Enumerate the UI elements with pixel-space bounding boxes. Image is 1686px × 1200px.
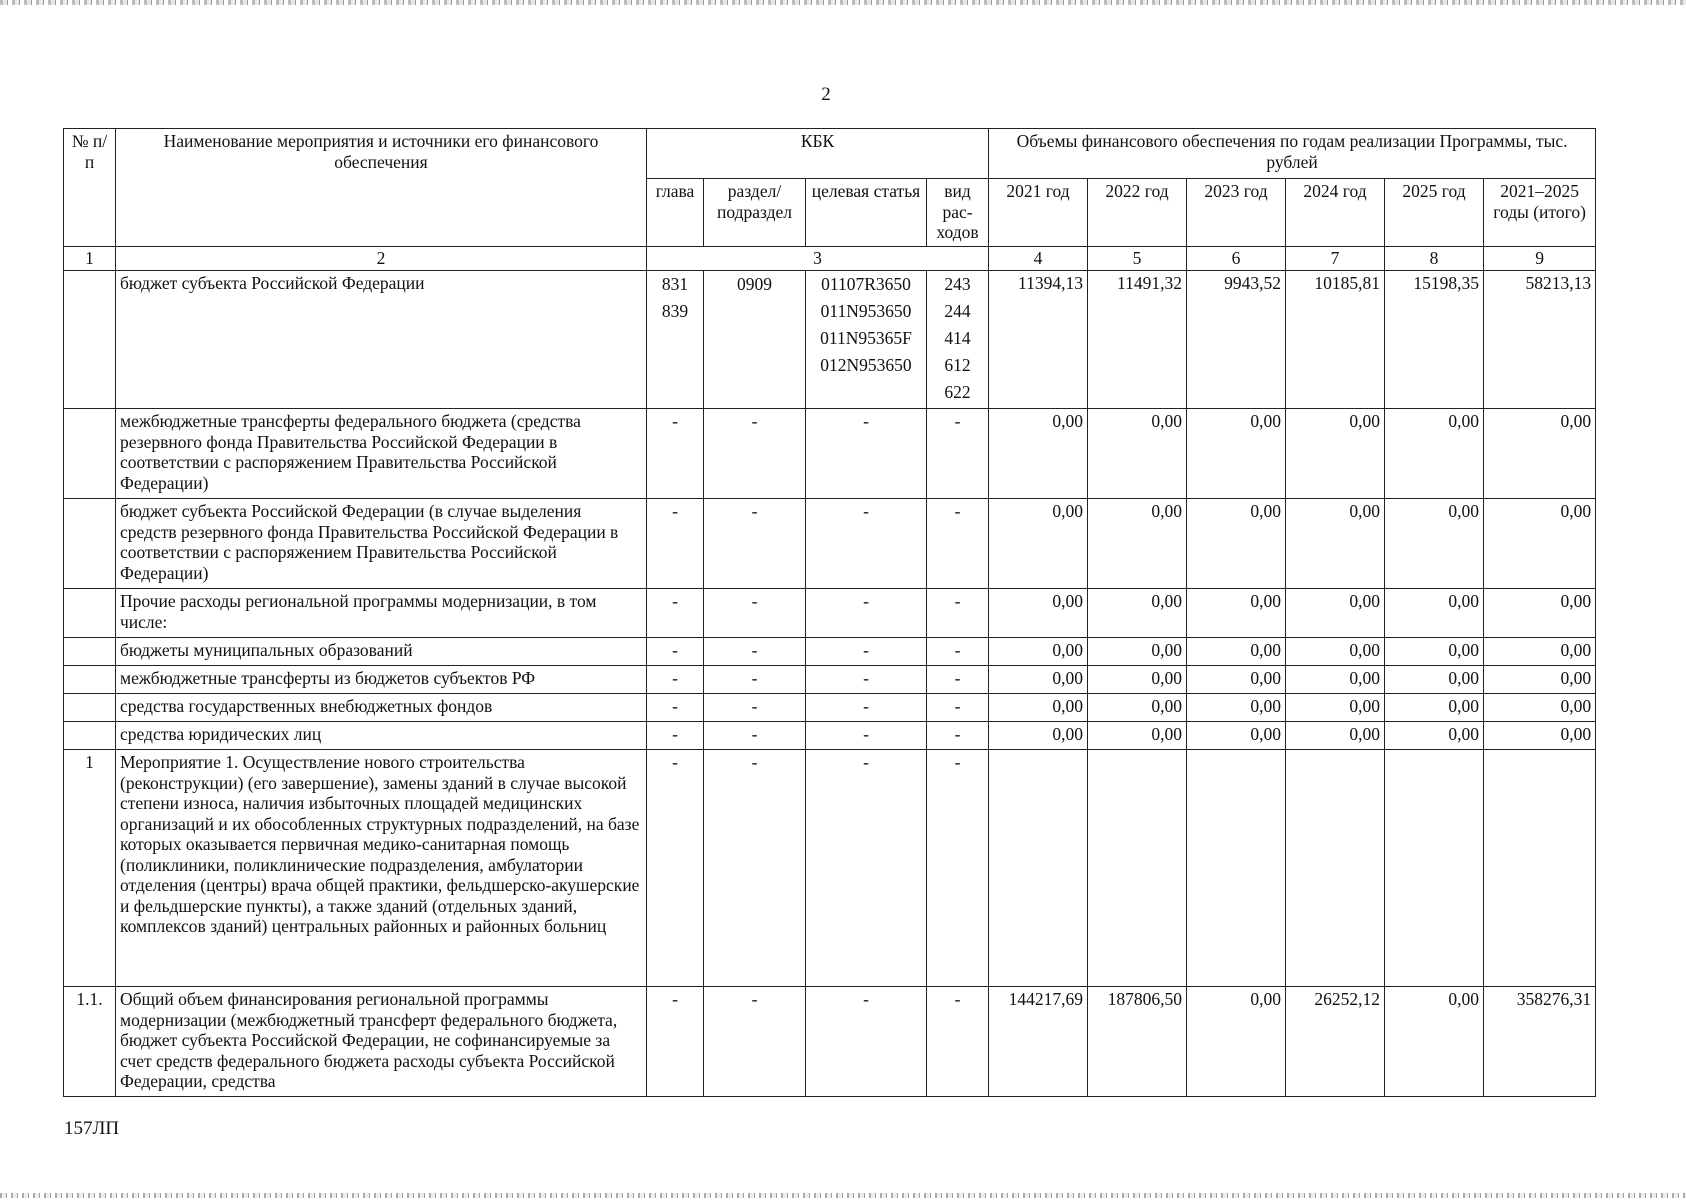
value-2023: 0,00 [1187,638,1286,666]
col-number: 8 [1385,247,1484,271]
kbk-vid: - [927,409,989,499]
kbk-glava: - [647,722,704,750]
row-name: средства юридических лиц [116,722,647,750]
row-num [64,666,116,694]
col-number: 9 [1484,247,1596,271]
table-row [64,271,1596,409]
value-2021: 0,00 [989,499,1088,589]
kbk-statya: - [806,409,927,499]
table-row [64,987,1596,1097]
kbk-statya [806,271,927,409]
kbk-glava: - [647,694,704,722]
value-2022: 0,00 [1088,499,1187,589]
kbk-vid-code: 244 [944,301,971,321]
row-name: межбюджетные трансферты из бюджетов субъектов РФ [116,666,647,694]
value-2022: 0,00 [1088,666,1187,694]
col-number: 1 [64,247,116,271]
value-2022: 11491,32 [1088,271,1187,409]
kbk-statya: - [806,722,927,750]
value-2024: 0,00 [1286,638,1385,666]
kbk-vid: - [927,589,989,638]
value-2022: 187806,50 [1088,987,1187,1097]
row-num [64,589,116,638]
kbk-vid: - [927,499,989,589]
kbk-vid-code: 612 [944,355,971,375]
value-2021: 144217,69 [989,987,1088,1097]
value-2022: 0,00 [1088,409,1187,499]
kbk-vid: - [927,987,989,1097]
value-total: 358276,31 [1484,987,1596,1097]
value-2025: 0,00 [1385,694,1484,722]
kbk-statya: - [806,694,927,722]
row-name: бюджет субъекта Российской Федерации [116,271,647,409]
value-2023: 0,00 [1187,499,1286,589]
row-num: 1 [64,750,116,987]
value-2025: 0,00 [1385,409,1484,499]
kbk-glava: - [647,499,704,589]
row-num [64,271,116,409]
row-num [64,638,116,666]
kbk-razdel: - [704,638,806,666]
header-glava: глава [647,179,704,247]
value-total [1484,750,1596,987]
value-2022: 0,00 [1088,694,1187,722]
header-2022: 2022 год [1088,179,1187,247]
kbk-razdel: - [704,666,806,694]
kbk-glava [647,271,704,409]
kbk-statya-code: 011N953650 [820,301,912,321]
kbk-vid-code: 622 [944,382,971,402]
value-2023: 0,00 [1187,666,1286,694]
kbk-statya: - [806,666,927,694]
kbk-glava-code: 831 [661,274,689,294]
value-2024: 0,00 [1286,666,1385,694]
table-row [64,638,1596,666]
kbk-statya: - [806,638,927,666]
row-num [64,694,116,722]
value-2021 [989,750,1088,987]
value-total: 58213,13 [1484,271,1596,409]
value-2023 [1187,750,1286,987]
header-2023: 2023 год [1187,179,1286,247]
row-name: Прочие расходы региональной программы модернизации, в том числе: [116,589,647,638]
table-row [64,750,1596,987]
value-2025: 0,00 [1385,589,1484,638]
header-vid: вид рас-ходов [927,179,989,247]
value-2024: 0,00 [1286,409,1385,499]
value-2021: 0,00 [989,638,1088,666]
kbk-glava: - [647,638,704,666]
header-2021: 2021 год [989,179,1088,247]
table-row [64,409,1596,499]
kbk-statya-code: 012N953650 [820,355,912,375]
row-name: Общий объем финансирования региональной программы модернизации (межбюджетный трансферт федерального бюджета, бюджет субъекта Российской Федерации, не софинансируемые за счет средств федерального бюджета расходы субъекта Российской Федерации, средства [116,987,647,1097]
value-2024: 0,00 [1286,694,1385,722]
value-2021: 0,00 [989,722,1088,750]
value-2025: 0,00 [1385,499,1484,589]
kbk-razdel: - [704,722,806,750]
kbk-glava: - [647,589,704,638]
kbk-vid: - [927,666,989,694]
header-kbk: КБК [647,129,989,179]
header-2024: 2024 год [1286,179,1385,247]
kbk-razdel: - [704,499,806,589]
table-row [64,589,1596,638]
kbk-razdel: - [704,987,806,1097]
kbk-razdel-code: 0909 [737,274,772,294]
value-total: 0,00 [1484,666,1596,694]
header-statya: целевая статья [806,179,927,247]
row-num [64,409,116,499]
row-num [64,499,116,589]
row-name: бюджеты муниципальных образований [116,638,647,666]
value-2025: 0,00 [1385,666,1484,694]
header-volumes: Объемы финансового обеспечения по годам реализации Программы, тыс. рублей [989,129,1596,179]
value-total: 0,00 [1484,638,1596,666]
row-name: Мероприятие 1. Осуществление нового строительства (реконструкции) (его завершение), замены зданий в случае высокой степени износа, наличия избыточных площадей медицинских организаций и их обособленных структурных подразделений, на базе которых оказывается первичная медико-санитарная помощь (поликлиники, поликлинические подразделения, амбулатории отделения (центры) врача общей практики, фельдшерско-акушерские и фельдшерские пункты), а также зданий (отдельных зданий, комплексов зданий) центральных районных и районных больниц [116,750,647,987]
value-2021: 11394,13 [989,271,1088,409]
header-razdel: раздел/ подраздел [704,179,806,247]
value-2025 [1385,750,1484,987]
column-number-row [64,247,1596,271]
value-2022 [1088,750,1187,987]
page-number: 2 [821,84,831,105]
value-total: 0,00 [1484,589,1596,638]
col-number: 7 [1286,247,1385,271]
value-2025: 0,00 [1385,722,1484,750]
header-num: № п/п [64,129,116,247]
kbk-glava: - [647,409,704,499]
kbk-razdel: - [704,409,806,499]
value-2025: 0,00 [1385,638,1484,666]
kbk-statya-code: 01107R3650 [821,274,911,294]
kbk-vid-code: 414 [944,328,971,348]
kbk-razdel: - [704,694,806,722]
kbk-glava: - [647,987,704,1097]
col-number: 2 [116,247,647,271]
kbk-vid: - [927,750,989,987]
value-2021: 0,00 [989,589,1088,638]
value-2024: 26252,12 [1286,987,1385,1097]
kbk-glava: - [647,750,704,987]
value-2023: 0,00 [1187,722,1286,750]
value-2024: 0,00 [1286,589,1385,638]
value-total: 0,00 [1484,722,1596,750]
kbk-glava-code: 839 [661,301,689,321]
kbk-statya: - [806,589,927,638]
kbk-statya: - [806,750,927,987]
table-row [64,666,1596,694]
value-2022: 0,00 [1088,722,1187,750]
document-code: 157ЛП [64,1118,120,1139]
financing-table [63,128,1596,1097]
kbk-statya-code: 011N95365F [820,328,912,348]
kbk-vid: - [927,694,989,722]
kbk-razdel [704,271,806,409]
value-2023: 0,00 [1187,694,1286,722]
header-row-1 [64,129,1596,179]
kbk-statya: - [806,499,927,589]
table-row [64,694,1596,722]
value-2024: 10185,81 [1286,271,1385,409]
row-name: бюджет субъекта Российской Федерации (в случае выделения средств резервного фонда Правительства Российской Федерации в соответствии с распоряжением Правительства Российской Федерации) [116,499,647,589]
row-num: 1.1. [64,987,116,1097]
value-2023: 0,00 [1187,589,1286,638]
row-name: межбюджетные трансферты федерального бюджета (средства резервного фонда Правительства Российской Федерации в соответствии с распоряжением Правительства Российской Федерации) [116,409,647,499]
value-2024 [1286,750,1385,987]
table-row [64,499,1596,589]
value-2021: 0,00 [989,694,1088,722]
value-2021: 0,00 [989,409,1088,499]
value-2025: 0,00 [1385,987,1484,1097]
kbk-statya: - [806,987,927,1097]
col-number: 5 [1088,247,1187,271]
value-2023: 0,00 [1187,987,1286,1097]
kbk-glava: - [647,666,704,694]
value-total: 0,00 [1484,409,1596,499]
value-2022: 0,00 [1088,589,1187,638]
col-number: 3 [647,247,989,271]
header-total: 2021–2025 годы (итого) [1484,179,1596,247]
value-2022: 0,00 [1088,638,1187,666]
row-num [64,722,116,750]
header-name: Наименование мероприятия и источники его финансового обеспечения [116,129,647,247]
scan-edge-bottom [0,1193,1686,1198]
header-2025: 2025 год [1385,179,1484,247]
col-number: 4 [989,247,1088,271]
value-2024: 0,00 [1286,722,1385,750]
value-total: 0,00 [1484,694,1596,722]
col-number: 6 [1187,247,1286,271]
scan-edge-top [0,0,1686,5]
kbk-razdel: - [704,750,806,987]
value-2021: 0,00 [989,666,1088,694]
value-2025: 15198,35 [1385,271,1484,409]
value-2024: 0,00 [1286,499,1385,589]
kbk-vid [927,271,989,409]
value-2023: 0,00 [1187,409,1286,499]
kbk-vid: - [927,638,989,666]
row-name: средства государственных внебюджетных фондов [116,694,647,722]
value-total: 0,00 [1484,499,1596,589]
kbk-vid-code: 243 [944,274,971,294]
value-2023: 9943,52 [1187,271,1286,409]
kbk-vid: - [927,722,989,750]
table-row [64,722,1596,750]
kbk-razdel: - [704,589,806,638]
